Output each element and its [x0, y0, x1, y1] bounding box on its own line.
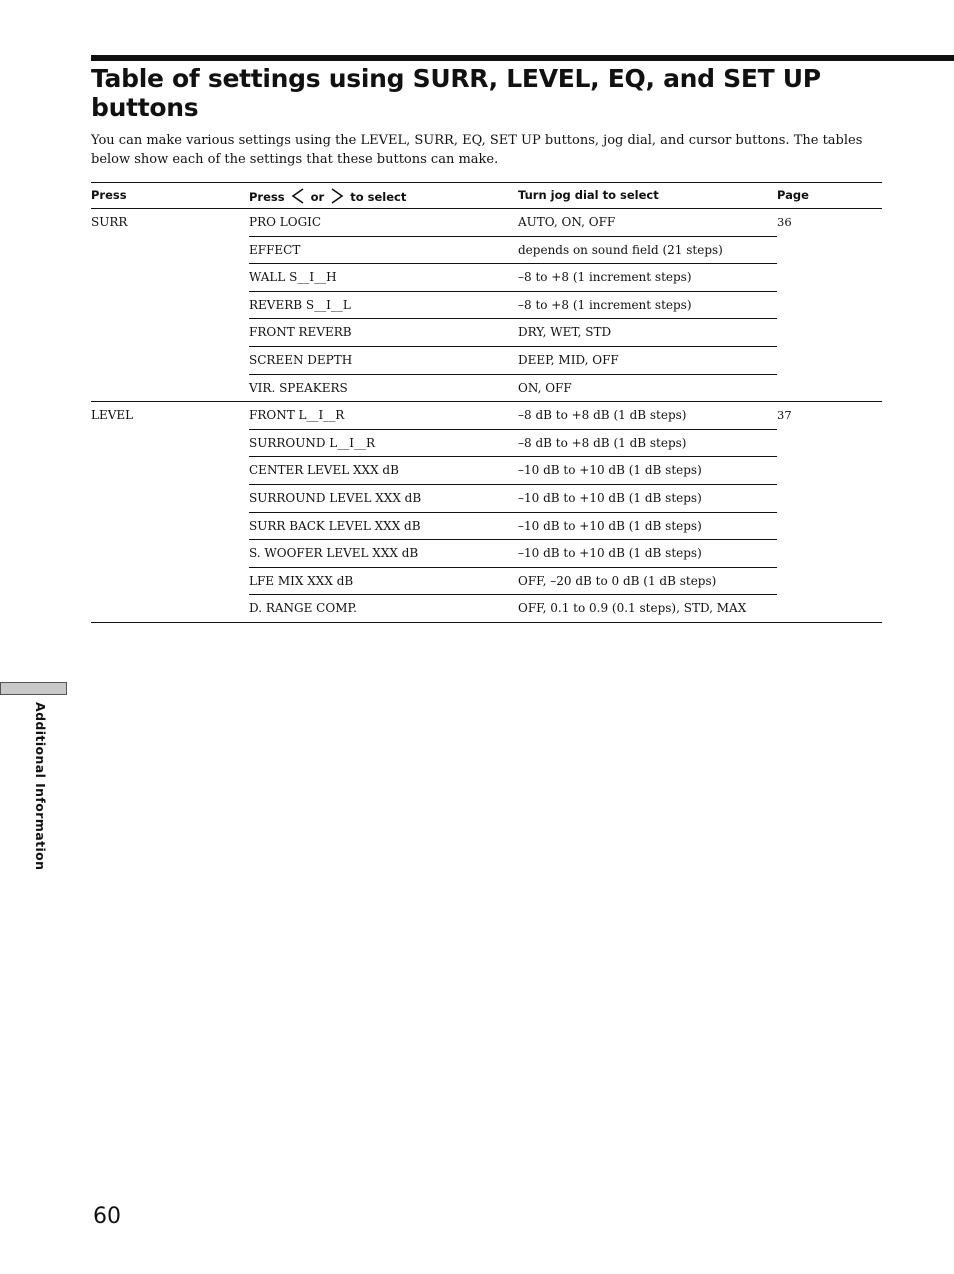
setting-values: ON, OFF: [518, 380, 572, 395]
setting-values: –10 dB to +10 dB (1 dB steps): [518, 490, 702, 505]
table-row: [249, 484, 777, 512]
setting-name: WALL S__I__H: [249, 270, 337, 285]
table-row: [249, 209, 777, 236]
table-group-surr: [91, 209, 882, 401]
table-row: [249, 539, 777, 567]
intro-paragraph: You can make various settings using the LEVEL, SURR, EQ, SET UP buttons, jog dial, and cursor buttons. The tables below show each of the settings that these buttons can make.: [91, 133, 863, 167]
group-page-ref: 36: [777, 215, 792, 229]
cursor-right-icon: [330, 188, 344, 204]
setting-values: –8 dB to +8 dB (1 dB steps): [518, 408, 687, 423]
setting-name: EFFECT: [249, 242, 301, 257]
group-press-label: SURR: [91, 215, 128, 229]
setting-values: OFF, 0.1 to 0.9 (0.1 steps), STD, MAX: [518, 601, 747, 616]
header-page: Page: [777, 188, 809, 202]
setting-name: SURR BACK LEVEL XXX dB: [249, 518, 421, 533]
setting-values: –10 dB to +10 dB (1 dB steps): [518, 546, 702, 561]
setting-values: OFF, –20 dB to 0 dB (1 dB steps): [518, 573, 717, 588]
settings-table: [91, 182, 882, 623]
setting-values: –8 to +8 (1 increment steps): [518, 297, 692, 312]
header-select-suffix: to select: [350, 190, 407, 204]
setting-name: LFE MIX XXX dB: [249, 573, 354, 588]
setting-values: depends on sound field (21 steps): [518, 242, 723, 257]
table-body: [91, 209, 882, 622]
group-press-label: LEVEL: [91, 408, 134, 423]
table-row: [249, 429, 777, 457]
table-row: [249, 291, 777, 319]
header-jog: Turn jog dial to select: [518, 188, 659, 202]
table-row: [249, 456, 777, 484]
table-row: [249, 594, 777, 622]
setting-name: SURROUND L__I__R: [249, 435, 376, 450]
setting-name: SURROUND LEVEL XXX dB: [249, 490, 422, 505]
table-row: [249, 374, 777, 402]
setting-values: –10 dB to +10 dB (1 dB steps): [518, 518, 702, 533]
header-press-select: [249, 188, 406, 204]
setting-name: FRONT REVERB: [249, 325, 352, 340]
table-group-level: [91, 401, 882, 622]
setting-name: CENTER LEVEL XXX dB: [249, 463, 399, 478]
side-tab-label: Additional Information: [33, 702, 48, 871]
setting-name: FRONT L__I__R: [249, 408, 345, 423]
setting-values: –10 dB to +10 dB (1 dB steps): [518, 463, 702, 478]
header-press: Press: [91, 188, 127, 202]
setting-name: S. WOOFER LEVEL XXX dB: [249, 546, 419, 561]
page-title: Table of settings using SURR, LEVEL, EQ, and SET UP buttons: [91, 64, 821, 122]
table-row: [249, 263, 777, 291]
setting-values: AUTO, ON, OFF: [518, 215, 616, 229]
top-rule: [91, 55, 954, 61]
table-row: [249, 346, 777, 374]
setting-name: REVERB S__I__L: [249, 297, 351, 312]
group-page-ref: 37: [777, 408, 792, 423]
table-row: [249, 236, 777, 264]
side-tab-marker: [0, 682, 67, 695]
setting-values: –8 to +8 (1 increment steps): [518, 270, 692, 285]
table-header: [91, 183, 882, 209]
table-row: [249, 512, 777, 540]
cursor-left-icon: [291, 188, 305, 204]
setting-values: –8 dB to +8 dB (1 dB steps): [518, 435, 687, 450]
setting-name: SCREEN DEPTH: [249, 352, 353, 367]
table-row: [249, 567, 777, 595]
setting-name: VIR. SPEAKERS: [249, 380, 348, 395]
table-row: [249, 318, 777, 346]
page-number: 60: [93, 1204, 121, 1229]
table-row: [249, 402, 777, 429]
setting-values: DRY, WET, STD: [518, 325, 612, 340]
setting-values: DEEP, MID, OFF: [518, 352, 619, 367]
header-select-prefix: Press: [249, 190, 285, 204]
setting-name: PRO LOGIC: [249, 215, 322, 229]
setting-name: D. RANGE COMP.: [249, 601, 357, 616]
header-select-or: or: [310, 190, 325, 204]
